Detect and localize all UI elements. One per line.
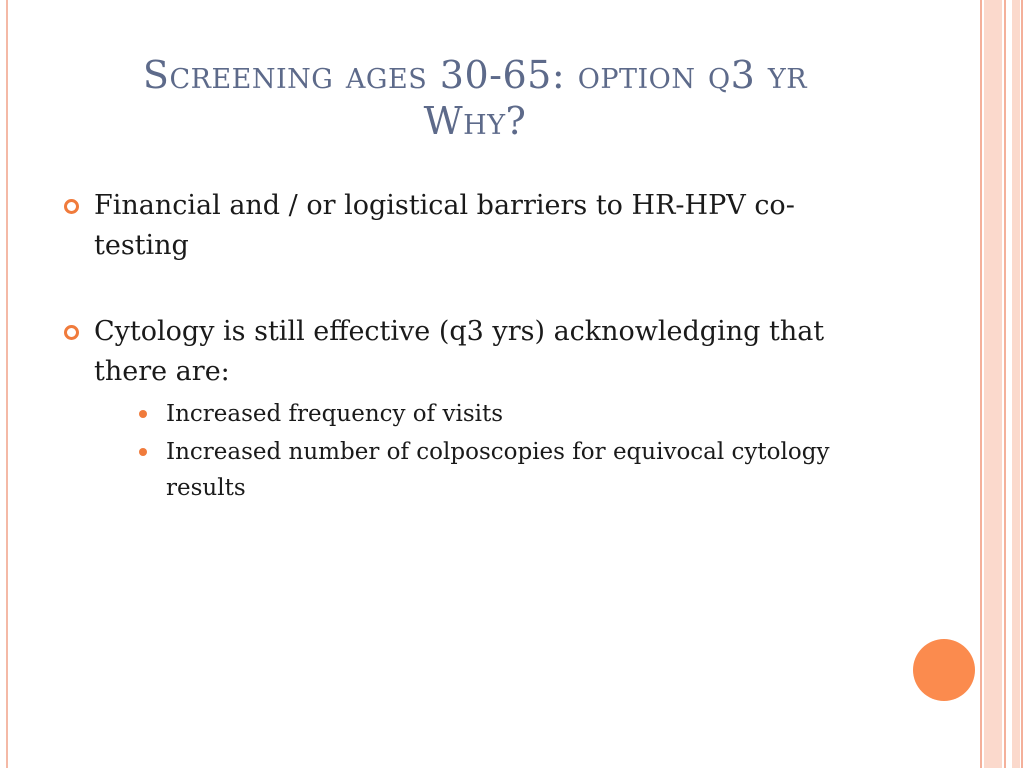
bullet-text: Financial and / or logistical barriers to HR-HPV co-testing [94, 190, 795, 261]
right-stripe-band [1012, 0, 1020, 768]
right-stripe-line [1021, 0, 1023, 768]
bullet-item [62, 312, 882, 506]
sub-bullet-text: Increased frequency of visits [166, 401, 504, 427]
slide-title [60, 52, 890, 144]
slide-title-line-2: Why? [423, 99, 527, 143]
slide-title-line-1: Screening ages 30-65: option q3 yr [142, 53, 808, 97]
sub-bullet-item [94, 396, 882, 432]
dot-bullet-icon [139, 410, 147, 418]
right-stripe-band [984, 0, 1002, 768]
right-stripe-line [980, 0, 982, 768]
sub-bullet-text: Increased number of colposcopies for equivocal cytology results [166, 439, 830, 501]
sub-bullet-list [94, 396, 882, 506]
ring-bullet-icon [64, 199, 79, 214]
left-border-line [6, 0, 8, 768]
bullet-item [62, 186, 882, 266]
sub-bullet-item [94, 434, 882, 506]
decorative-circle [913, 639, 975, 701]
dot-bullet-icon [139, 448, 147, 456]
ring-bullet-icon [64, 325, 79, 340]
slide-content [62, 186, 882, 552]
right-stripe-line [1004, 0, 1006, 768]
bullet-text: Cytology is still effective (q3 yrs) acknowledging that there are: [94, 316, 825, 387]
